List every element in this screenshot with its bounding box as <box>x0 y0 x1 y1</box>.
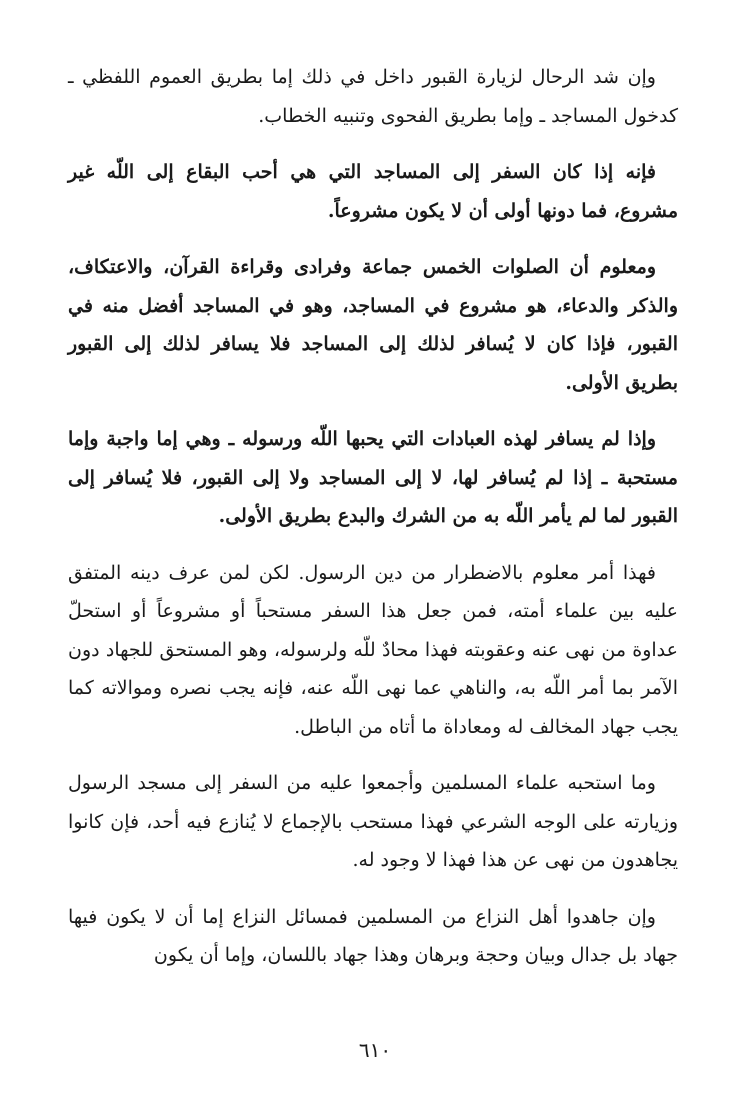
paragraph-6: وما استحبه علماء المسلمين وأجمعوا عليه من السفر إلى مسجد الرسول وزيارته على الوجه الشرعي فهذا مستحب بالإجماع لا يُنازع فيه أحد، فإن كانوا يجاهدون من نهى عن هذا فهذا لا وجود له. <box>68 772 678 871</box>
paragraph-1: وإن شد الرحال لزيارة القبور داخل في ذلك إما بطريق العموم اللفظي ـ كدخول المساجد ـ وإما بطريق الفحوى وتنبيه الخطاب. <box>68 66 678 127</box>
paragraph-7: وإن جاهدوا أهل النزاع من المسلمين فمسائل النزاع إما أن لا يكون فيها جهاد بل جدال وبيان وحجة وبرهان وهذا جهاد باللسان، وإما أن يكون <box>68 905 678 966</box>
page-number: ٦١٠ <box>358 1038 392 1062</box>
page-body <box>68 58 678 993</box>
paragraph-4: وإذا لم يسافر لهذه العبادات التي يحبها اللّه ورسوله ـ وهي إما واجبة وإما مستحبة ـ إذا لم يُسافر لها، لا إلى المساجد ولا إلى القبور، فلا يُسافر إلى القبور لما لم يأمر اللّه به من الشرك والبدع بطريق الأولى. <box>68 428 678 527</box>
paragraph-2: فإنه إذا كان السفر إلى المساجد التي هي أحب البقاع إلى اللّه غير مشروع، فما دونها أولى أن لا يكون مشروعاً. <box>68 161 678 222</box>
paragraph-5: فهذا أمر معلوم بالاضطرار من دين الرسول. لكن لمن عرف دينه المتفق عليه بين علماء أمته، فمن جعل هذا السفر مستحباً أو مشروعاً أو استحلّ عداوة من نهى عنه وعقوبته فهذا محادٌ للّه ولرسوله، وهو المستحق للجهاد دون الآمر بما أمر اللّه به، والناهي عما نهى اللّه عنه، فإنه يجب نصره وموالاته كما يجب جهاد المخالف له ومعاداة ما أتاه من الباطل. <box>68 561 678 738</box>
paragraph-3: ومعلوم أن الصلوات الخمس جماعة وفرادى وقراءة القرآن، والاعتكاف، والذكر والدعاء، هو مشروع في المساجد، وهو في المساجد أفضل منه في القبور، فإذا كان لا يُسافر لذلك إلى المساجد فلا يسافر لذلك إلى القبور بطريق الأولى. <box>68 256 678 394</box>
